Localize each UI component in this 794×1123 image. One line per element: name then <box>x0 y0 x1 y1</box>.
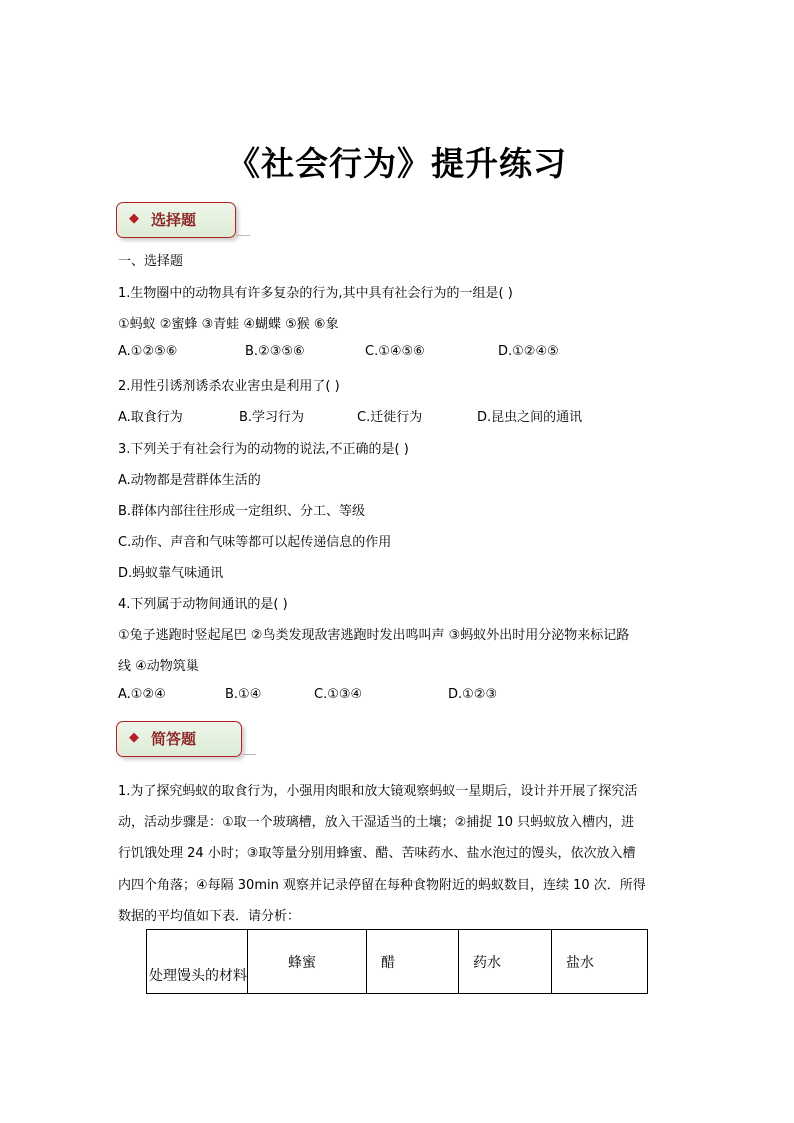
option: D.蚂蚁靠气味通讯 <box>118 566 224 581</box>
diamond-icon: ◆ <box>129 730 139 745</box>
option: D.昆虫之间的通讯 <box>477 410 583 425</box>
paragraph-line: 1.为了探究蚂蚁的取食行为，小强用肉眼和放大镜观察蚂蚁一星期后，设计并开展了探究活 <box>118 784 638 799</box>
question-extra: ①兔子逃跑时竖起尾巴 ②鸟类发现敌害逃跑时发出鸣叫声 ③蚂蚁外出时用分泌物来标记路 <box>118 628 630 643</box>
option-row <box>118 344 678 362</box>
option: C.①④⑤⑥ <box>365 344 425 359</box>
option: D.①②④⑤ <box>498 344 559 359</box>
table-header: 蜂蜜 <box>288 954 316 971</box>
section-label: 选择题 <box>151 211 197 229</box>
table-cell <box>248 930 367 994</box>
option: C.动作、声音和气味等都可以起传递信息的作用 <box>118 535 392 550</box>
question-stem: 1.生物圈中的动物具有许多复杂的行为,其中具有社会行为的一组是( ) <box>118 286 513 301</box>
option: C.①③④ <box>314 687 363 702</box>
question-extra: 线 ④动物筑巢 <box>118 659 199 674</box>
part-heading: 一、选择题 <box>118 254 184 269</box>
page-title: 《社会行为》提升练习 <box>227 144 567 183</box>
table-row <box>147 930 648 994</box>
section-tag-choice <box>116 202 236 238</box>
section-tag-short-answer <box>116 721 242 757</box>
option: B.学习行为 <box>239 410 305 425</box>
option: A.取食行为 <box>118 410 183 425</box>
option-row <box>118 406 678 424</box>
table-cell <box>552 930 648 994</box>
diamond-icon: ◆ <box>129 211 139 226</box>
option-row <box>118 687 678 705</box>
option: C.迁徙行为 <box>357 410 423 425</box>
section-label: 简答题 <box>151 730 197 748</box>
table-cell <box>367 930 459 994</box>
table-header: 盐水 <box>566 954 594 971</box>
paragraph-line: 动，活动步骤是：①取一个玻璃槽，放入干湿适当的土壤；②捕捉 10 只蚂蚁放入槽内，进 <box>118 815 635 830</box>
question-stem: 4.下列属于动物间通讯的是( ) <box>118 597 288 612</box>
option: A.①②④ <box>118 687 166 702</box>
option: B.①④ <box>225 687 262 702</box>
question-extra: ①蚂蚁 ②蜜蜂 ③青蛙 ④蝴蝶 ⑤猴 ⑥象 <box>118 317 339 332</box>
paragraph-line: 数据的平均值如下表．请分析： <box>118 909 301 924</box>
table-header: 处理馒头的材料 <box>149 968 247 984</box>
option: A.动物都是营群体生活的 <box>118 473 261 488</box>
option: D.①②③ <box>448 687 498 702</box>
table-header: 醋 <box>381 954 395 971</box>
table-cell <box>459 930 552 994</box>
divider <box>236 235 250 236</box>
question-stem: 3.下列关于有社会行为的动物的说法,不正确的是( ) <box>118 442 409 457</box>
question-stem: 2.用性引诱剂诱杀农业害虫是利用了( ) <box>118 379 340 394</box>
divider <box>242 754 256 755</box>
option: A.①②⑤⑥ <box>118 344 178 359</box>
table-header: 药水 <box>473 954 501 971</box>
paragraph-line: 行饥饿处理 24 小时；③取等量分别用蜂蜜、醋、苦味药水、盐水泡过的馒头，依次放入槽 <box>118 846 636 861</box>
option: B.群体内部往往形成一定组织、分工、等级 <box>118 504 366 519</box>
data-table <box>146 929 648 994</box>
paragraph-line: 内四个角落；④每隔 30min 观察并记录停留在每种食物附近的蚂蚁数目，连续 10 次．所得 <box>118 878 646 893</box>
option: B.②③⑤⑥ <box>245 344 305 359</box>
table-cell <box>147 930 248 994</box>
